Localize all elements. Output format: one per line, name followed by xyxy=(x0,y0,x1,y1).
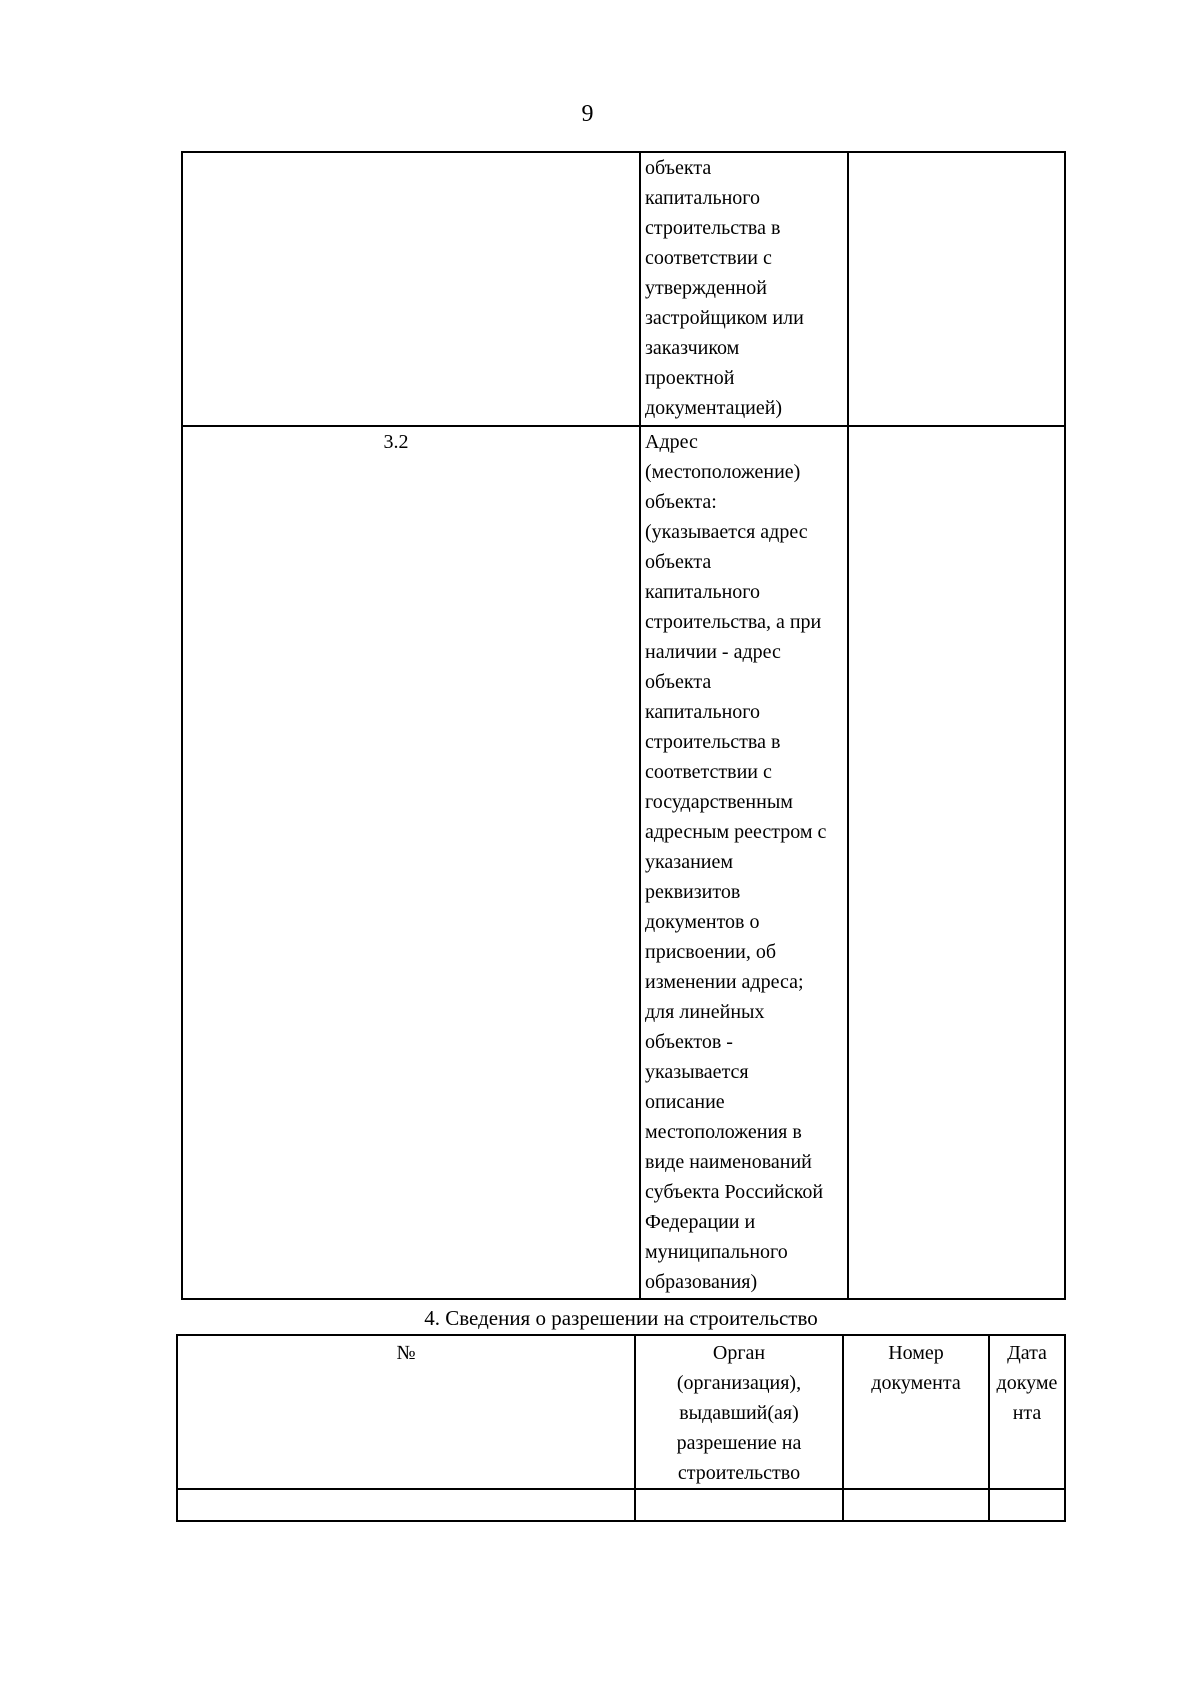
empty-cell xyxy=(843,1489,989,1521)
row-description-cell xyxy=(640,426,848,1299)
empty-cell xyxy=(635,1489,843,1521)
table-header-row xyxy=(177,1335,1065,1489)
row-description: Адрес (местоположение) объекта: (указывается адрес объекта капитального строительства, а при наличии - адрес объекта капитального строительства в соответствии с государственным адресным реестром с указанием реквизитов документов о присвоении, об изменении адреса; для линейных объектов - указывается описание местоположения в виде наименований субъекта Российской Федерации и муниципального образования) xyxy=(645,431,827,1293)
header-authority: Орган (организация), выдавший(ая) разрешение на строительство xyxy=(676,1342,802,1484)
header-number-cell xyxy=(177,1335,635,1489)
row-number: 3.2 xyxy=(383,431,409,453)
header-doc-number-cell xyxy=(843,1335,989,1489)
section-title: 4. Сведения о разрешении на строительство xyxy=(424,1306,818,1330)
row-value-cell xyxy=(848,426,1065,1299)
row-number-cell xyxy=(182,426,640,1299)
header-doc-date-cell xyxy=(989,1335,1065,1489)
empty-cell xyxy=(989,1489,1065,1521)
page-number: 9 xyxy=(581,101,594,127)
header-authority-cell xyxy=(635,1335,843,1489)
empty-cell xyxy=(177,1489,635,1521)
row-number-cell xyxy=(182,152,640,426)
header-doc-number: Номер документа xyxy=(871,1342,961,1394)
table-row xyxy=(177,1489,1065,1521)
row-value-cell xyxy=(848,152,1065,426)
row-description-cell xyxy=(640,152,848,426)
row-description: объекта капитального строительства в соответствии с утвержденной застройщиком или заказчиком проектной документацией) xyxy=(645,157,804,419)
object-info-table xyxy=(181,151,1066,1300)
header-doc-date: Дата докуме нта xyxy=(996,1342,1058,1424)
table-row xyxy=(182,152,1065,426)
header-number: № xyxy=(396,1342,416,1364)
permit-table xyxy=(176,1334,1066,1522)
table-row xyxy=(182,426,1065,1299)
